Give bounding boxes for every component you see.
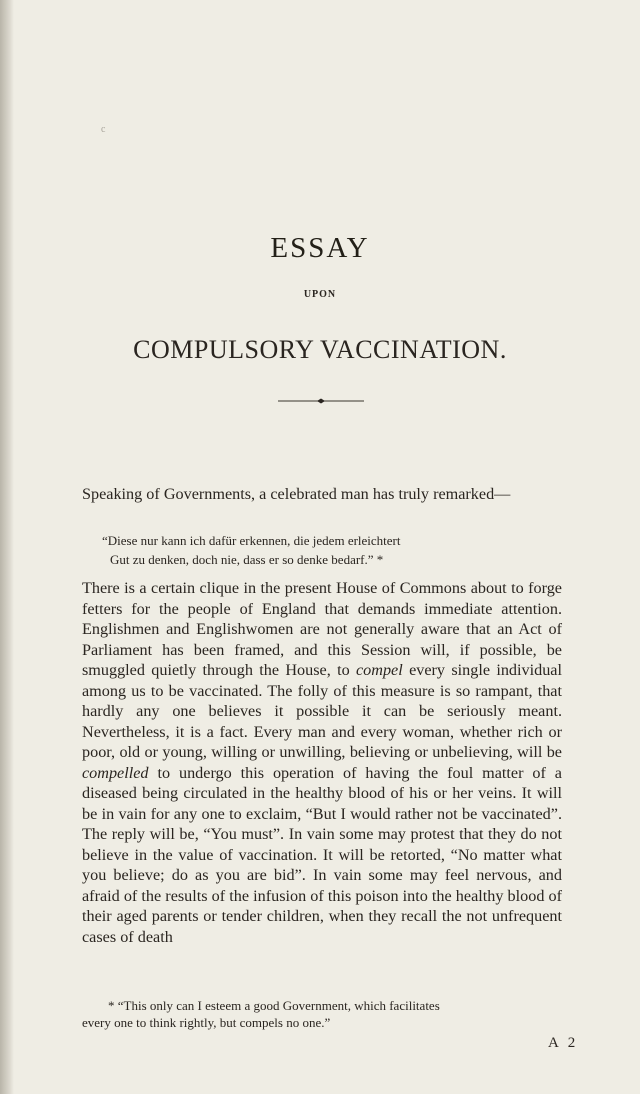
main-text-part-2: every single individual among us to be vaccinated. The folly of this measure is so rampant, that hardly any one believes it possible it can be seriously meant. Nevertheless, it is a fact. Every man and every woman, whether rich or poor, old or young, willing or unwilling, believing or unbelieving, will be [82,661,562,761]
german-quotation [102,531,572,569]
footnote [82,997,562,1031]
page-spine-shadow [0,0,14,1094]
footnote-line-1: * “This only can I esteem a good Government, which facilitates [108,998,440,1013]
page-subtitle: COMPULSORY VACCINATION. [133,335,507,364]
main-text-part-3: to undergo this operation of having the foul matter of a diseased being circulated in the healthy blood of his or her veins. It will be in vain for any one to exclaim, “But I would rather not be vaccinated”. The reply will be, “You must”. In vain some may protest that they do not believe in the value of vaccination. It will be retorted, “No matter what you believe; do as you are bid”. In vain some may feel nervous, and afraid of the results of the infusion of this poison into the healthy blood of their aged parents or tender children, when they recall the not unfrequent cases of death [82,763,562,946]
emphasis-compelled: compelled [82,763,149,782]
emphasis-compel: compel [356,661,403,679]
main-paragraph [82,578,562,947]
signature-mark: A 2 [548,1035,579,1051]
title-connector: UPON [303,289,337,300]
quotation-line-2: Gut zu denken, doch nie, dass er so denke bedarf.” * [110,552,384,567]
main-text-part-1: There is a certain clique in the present House of Commons about to forge fetters for the people of England that demands immediate attention. Englishmen and Englishwomen are not generally aware that an Act of Parliament has been framed, and this Session will, if possible, be smuggled quietly through the House, to [82,579,562,679]
ornamental-rule [278,398,364,404]
quotation-line-1: “Diese nur kann ich dafür erkennen, die jedem erleichtert [102,533,401,548]
page-title: ESSAY [270,232,370,264]
footnote-line-2: every one to think rightly, but compels no one.” [82,1015,331,1030]
opening-paragraph: Speaking of Governments, a celebrated man has truly remarked— [82,485,511,503]
stray-mark: c [101,124,106,135]
